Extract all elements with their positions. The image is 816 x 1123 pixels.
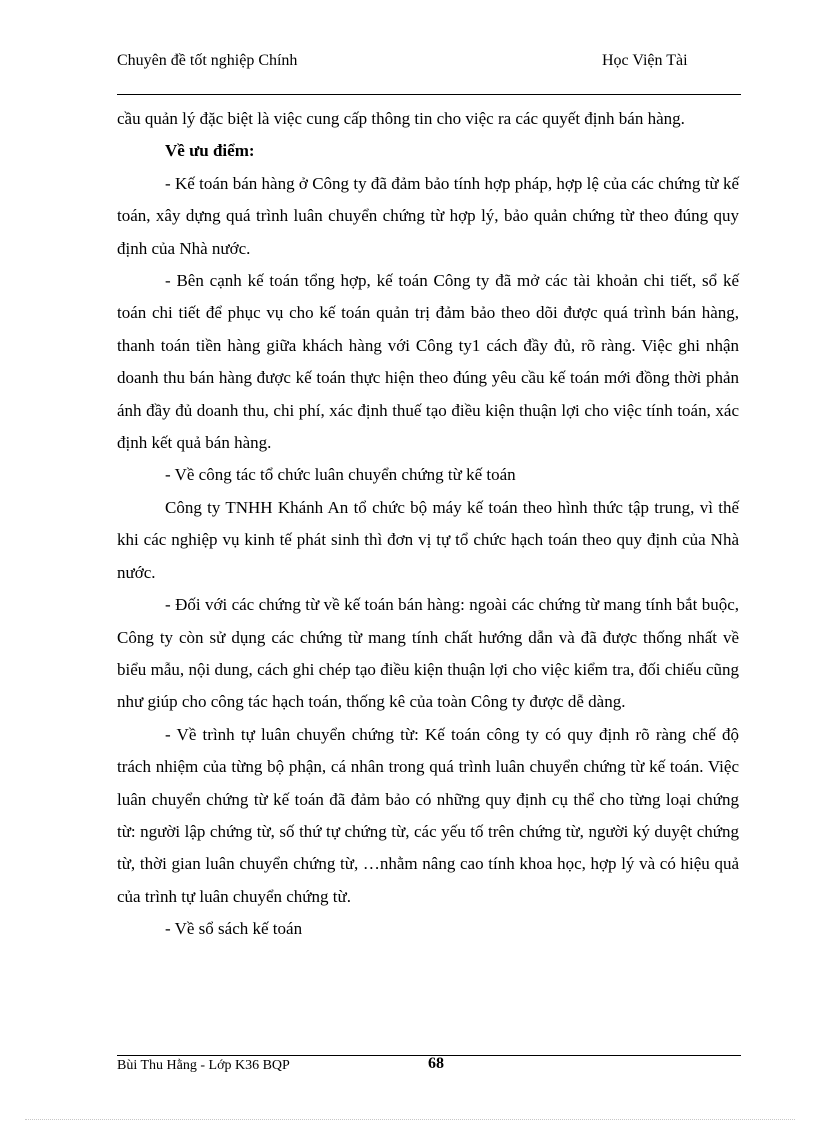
paragraph-circulation-order: - Về trình tự luân chuyển chứng từ: Kế toán công ty có quy định rõ ràng chế độ trách nhiệm của từng bộ phận, cá nhân trong quá trình luân chuyển chứng từ kế toán. Việc luân chuyển chứng từ kế toán đã đảm bảo có những quy định cụ thể cho từng loại chứng từ: người lập chứng từ, số thứ tự chứng từ, các yếu tố trên chứng từ, người ký duyệt chứng từ, thời gian luân chuyển chứng từ, …nhằm nâng cao tính khoa học, hợp lý và có hiệu quả của trình tự luân chuyển chứng từ.	[117, 724, 739, 906]
section-heading-advantages: Về ưu điểm:	[165, 141, 255, 161]
header-divider	[117, 94, 741, 95]
paragraph-company-organization: Công ty TNHH Khánh An tổ chức bộ máy kế toán theo hình thức tập trung, vì thế khi các nghiệp vụ kinh tế phát sinh thì đơn vị tự tổ chức hạch toán theo quy định của Nhà nước.	[117, 497, 739, 582]
paragraph-detail-accounts: - Bên cạnh kế toán tổng hợp, kế toán Công ty đã mở các tài khoản chi tiết, sổ kế toán chi tiết để phục vụ cho kế toán quản trị đảm bảo theo dõi được quá trình bán hàng, thanh toán tiền hàng giữa khách hàng với Công ty1 cách đầy đủ, rõ ràng. Việc ghi nhận doanh thu bán hàng được kế toán thực hiện theo đúng yêu cầu kế toán mới đồng thời phản ánh đầy đủ doanh thu, chi phí, xác định thuế tạo điều kiện thuận lợi cho việc tính toán, xác định kết quả bán hàng.	[117, 271, 739, 453]
paragraph-documents-legality: - Kế toán bán hàng ở Công ty đã đảm bảo tính hợp pháp, hợp lệ của các chứng từ kế toán, xây dựng quá trình luân chuyển chứng từ hợp lý, bảo quản chứng từ theo đúng quy định của Nhà nước.	[117, 173, 739, 258]
paragraph-document-circulation-heading: - Về công tác tổ chức luân chuyển chứng từ kế toán	[165, 465, 516, 485]
page-header	[117, 50, 741, 96]
paragraph-books-heading: - Về sổ sách kế toán	[165, 919, 303, 939]
header-institution: Học Viện Tài	[602, 52, 688, 69]
page-body	[117, 103, 739, 946]
page-bottom-dotted-line	[25, 1119, 795, 1120]
page-number: 68	[428, 1055, 444, 1072]
header-document-type: Chuyên đề tốt nghiệp Chính	[117, 52, 298, 69]
paragraph-sales-documents: - Đối với các chứng từ về kế toán bán hàng: ngoài các chứng từ mang tính bắt buộc, Công ty còn sử dụng các chứng từ mang tính chất hướng dẫn và đã được thống nhất về biểu mẫu, nội dung, cách ghi chép tạo điều kiện thuận lợi cho việc kiểm tra, đối chiếu cũng như giúp cho công tác hạch toán, thống kê của toàn Công ty được dễ dàng.	[117, 595, 739, 712]
paragraph-continuation: cầu quản lý đặc biệt là việc cung cấp thông tin cho việc ra các quyết định bán hàng.	[117, 109, 685, 128]
footer-author: Bùi Thu Hằng - Lớp K36 BQP	[117, 1058, 290, 1073]
